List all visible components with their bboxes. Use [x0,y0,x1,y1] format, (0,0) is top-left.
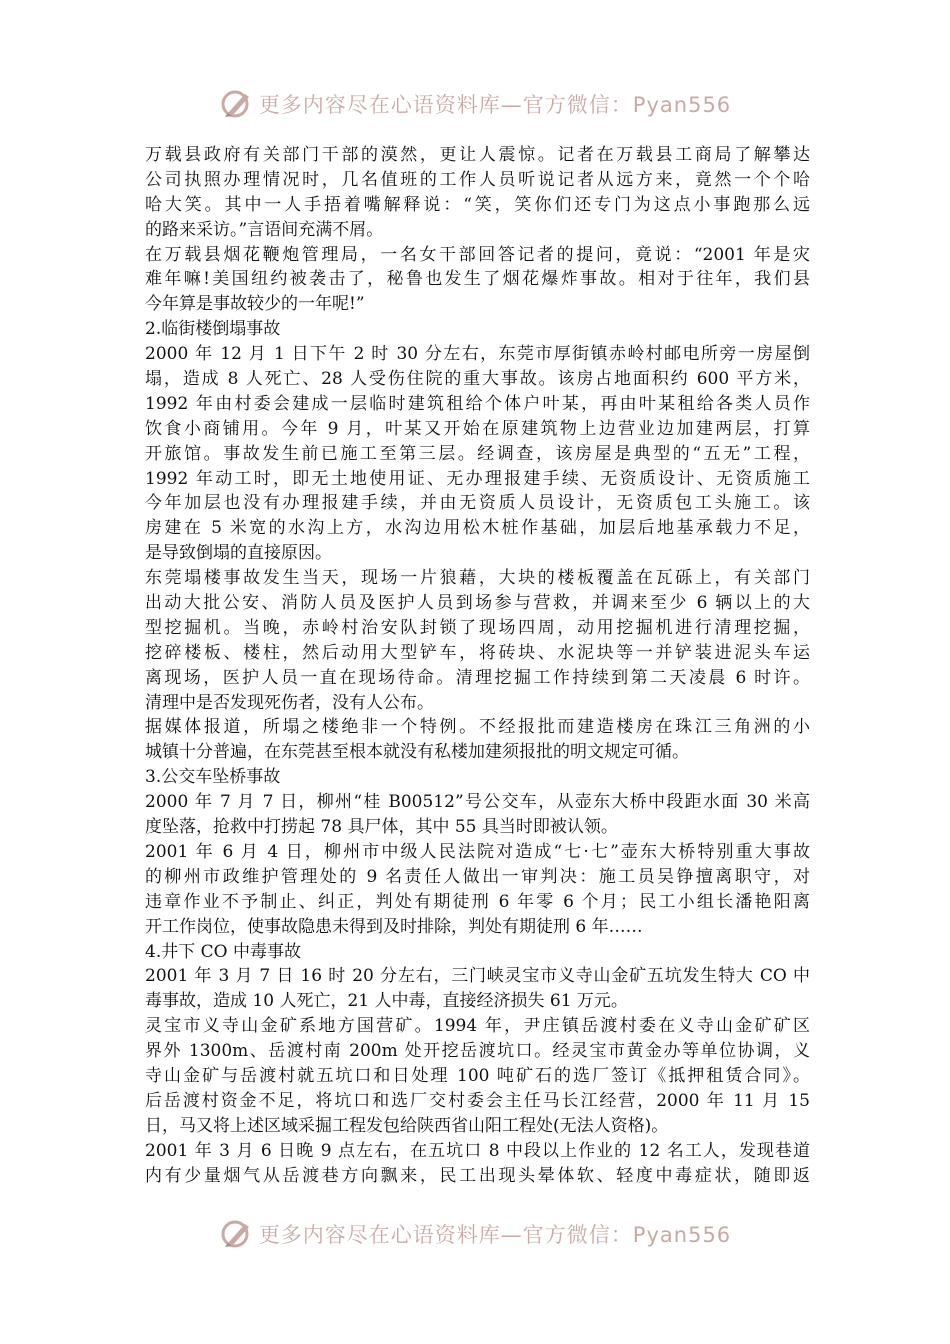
text-line: 万载县政府有关部门干部的漠然，更让人震惊。记者在万载县工商局了解攀达 [145,145,810,165]
text-line: 离现场，医护人员一直在现场待命。清理挖掘工作持续到第二天凌晨 6 时许。 [145,667,810,688]
text-line: 今年算是事故较少的一年呢!” [145,294,365,315]
header-banner [0,82,950,126]
text-line: 2001 年 6 月 4 日，柳州市中级人民法院对造成“七·七”壶东大桥特别重大事故 [145,841,810,862]
document-body [145,143,810,1188]
text-line: 塌，造成 8 人死亡、28 人受伤住院的重大事故。该房占地面积约 600 平方米， [145,369,810,390]
text-line: 1992 年由村委会建成一层临时建筑租给个体户叶某，再由叶某租给各类人员作 [145,393,810,414]
text-line: 寺山金矿与岳渡村就五坑口和日处理 100 吨矿石的选厂签订《抵押租赁合同》。 [145,1065,810,1086]
header-banner-text: 更多内容尽在心语资料库—官方微信：Pyan556 [258,93,732,117]
footer-banner [0,1212,950,1256]
text-line: 2000 年 12 月 1 日下午 2 时 30 分左右，东莞市厚街镇赤岭村邮电所旁一房屋倒 [145,344,810,365]
text-line: 是导致倒塌的直接原因。 [145,543,332,564]
text-line: 开工作岗位，使事故隐患未得到及时排除，判处有期徒刑 6 年…… [145,916,643,937]
text-line: 今年加层也没有办理报建手续，并由无资质人员设计，无资质包工头施工。该 [145,493,810,514]
text-line: 据媒体报道，所塌之楼绝非一个特例。不经报批而建造楼房在珠江三角洲的小 [145,717,810,738]
text-line: 房建在 5 米宽的水沟上方，水沟边用松木桩作基础，加层后地基承载力不足， [145,518,810,539]
text-line: 灵宝市义寺山金矿系地方国营矿。1994 年，尹庄镇岳渡村委在义寺山金矿矿区 [145,1016,810,1037]
text-line: 哈大笑。其中一人手捂着嘴解释说：“笑，笑你们还专门为这点小事跑那么远 [145,194,810,215]
text-line: 的柳州市政维护管理处的 9 名责任人做出一审判决：施工员吴铮擅离职守，对 [145,866,810,887]
text-line: 清理中是否发现死伤者，没有人公布。 [145,692,434,713]
text-line: 度坠落，抢救中打捞起 78 具尸体，其中 55 具当时即被认领。 [145,817,618,838]
text-line: 后岳渡村资金不足，将坑口和选厂交村委会主任马长江经营，2000 年 11 月 15 [145,1090,810,1111]
text-line: 2001 年 3 月 6 日晚 9 点左右，在五坑口 8 中段以上作业的 12 名工人，发现巷道 [145,1140,810,1161]
text-line: 开旅馆。事故发生前已施工至第三层。经调查，该房屋是典型的“五无”工程， [145,443,810,464]
text-line: 内有少量烟气从岳渡巷方向飘来，民工出现头晕体软、轻度中毒症状，随即返 [145,1165,810,1186]
text-line: 2001 年 3 月 7 日 16 时 20 分左右，三门峡灵宝市义寺山金矿五坑发生特大 CO 中 [145,966,810,987]
pen-logo-icon [219,1217,253,1251]
text-line: 难年嘛!美国纽约被袭击了，秘鲁也发生了烟花爆炸事故。相对于往年，我们县 [145,269,810,290]
pen-logo-icon [219,87,253,121]
text-line: 的路来采访。”言语间充满不屑。 [145,219,384,240]
text-line: 1992 年动工时，即无土地使用证、无办理报建手续、无资质设计、无资质施工 [145,468,810,489]
text-line: 4.井下 CO 中毒事故 [145,941,301,962]
footer-banner-text: 更多内容尽在心语资料库—官方微信：Pyan556 [258,1223,732,1247]
text-line: 东莞塌楼事故发生当天，现场一片狼藉，大块的楼板覆盖在瓦砾上，有关部门 [145,568,810,589]
text-line: 毒事故，造成 10 人死亡，21 人中毒，直接经济损失 61 万元。 [145,991,628,1012]
text-line: 城镇十分普遍，在东莞甚至根本就没有私楼加建须报批的明文规定可循。 [145,742,689,763]
text-line: 2.临街楼倒塌事故 [145,319,281,340]
text-line: 界外 1300m、岳渡村南 200m 处开挖岳渡坑口。经灵宝市黄金办等单位协调，义 [145,1041,810,1062]
text-line: 挖碎楼板、楼柱，然后动用大型铲车，将砖块、水泥块等一并铲装进泥头车运 [145,642,810,663]
text-line: 型挖掘机。当晚，赤岭村治安队封锁了现场四周，动用挖掘机进行清理挖掘， [145,617,810,638]
text-line: 公司执照办理情况时，几名值班的工作人员听说记者从远方来，竟然一个个哈 [145,169,810,190]
text-line: 违章作业不予制止、纠正，判处有期徒刑 6 年零 6 个月；民工小组长潘艳阳离 [145,891,810,912]
text-line: 在万载县烟花鞭炮管理局，一名女干部回答记者的提问，竟说：“2001 年是灾 [145,244,810,265]
text-line: 3.公交车坠桥事故 [145,767,281,788]
text-line: 饮食小商铺用。今年 9 月，叶某又开始在原建筑物上边营业边加建两层，打算 [145,418,810,439]
text-line: 出动大批公安、消防人员及医护人员到场参与营救，并调来至少 6 辆以上的大 [145,593,810,614]
text-line: 2000 年 7 月 7 日，柳州“桂 B00512”号公交车，从壶东大桥中段距水面 30 米高 [145,792,810,813]
text-line: 日，马又将上述区域采掘工程发包给陕西省山阳工程处(无法人资格)。 [145,1115,669,1136]
